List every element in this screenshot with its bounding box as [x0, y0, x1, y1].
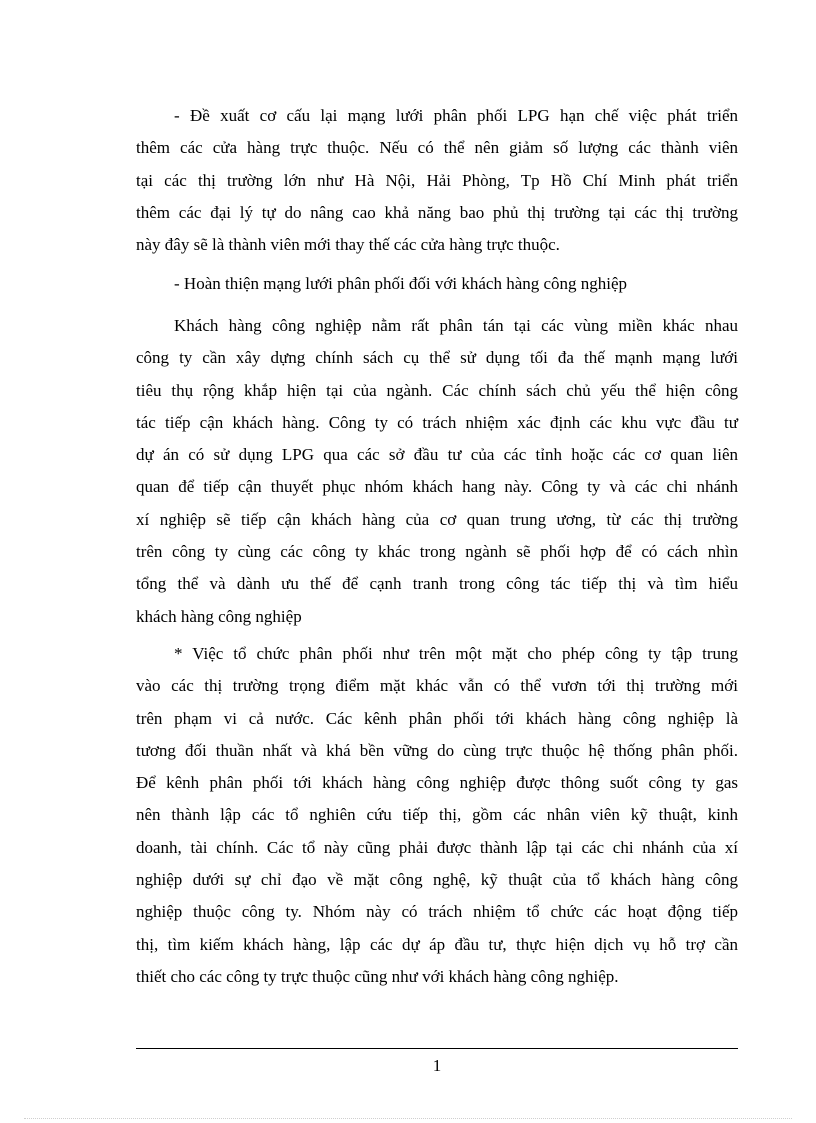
page-number: 1	[432, 1056, 442, 1075]
paragraph-industrial-customers	[136, 310, 738, 633]
text-line: * Việc tổ chức phân phối như trên một mặt cho phép công ty tập trung	[174, 644, 738, 663]
text-line: xí nghiệp sẽ tiếp cận khách hàng của cơ quan trung ương, từ các thị trường	[136, 509, 738, 529]
paragraph-lpg-network-proposal	[136, 100, 738, 261]
text-line: Khách hàng công nghiệp nằm rất phân tán tại các vùng miền khác nhau	[174, 316, 738, 335]
text-line: tổng thể và dành ưu thế để cạnh tranh trong công tác tiếp thị và tìm hiểu	[136, 574, 738, 594]
text-line: tại các thị trường lớn như Hà Nội, Hải Phòng, Tp Hồ Chí Minh phát triển	[136, 170, 738, 190]
text-line: dự án có sử dụng LPG qua các sở đầu tư của các tỉnh hoặc các cơ quan liên	[136, 445, 738, 465]
text-line: quan để tiếp cận thuyết phục nhóm khách hang này. Công ty và các chi nhánh	[136, 477, 738, 497]
text-line: trên công ty cùng các công ty khác trong ngành sẽ phối hợp để có cách nhìn	[136, 542, 738, 562]
text-line: Để kênh phân phối tới khách hàng công nghiệp được thông suốt công ty gas	[136, 773, 738, 793]
text-line: thiết cho các công ty trực thuộc cũng như với khách hàng công nghiệp.	[136, 966, 619, 986]
text-line: này đây sẽ là thành viên mới thay thế các cửa hàng trực thuộc.	[136, 235, 560, 255]
text-line: thị, tìm kiếm khách hàng, lập các dự áp đầu tư, thực hiện dịch vụ hỗ trợ cần	[136, 934, 738, 954]
text-line: nghiệp thuộc công ty. Nhóm này có trách nhiệm tổ chức các hoạt động tiếp	[136, 902, 738, 922]
text-line: nghiệp dưới sự chỉ đạo về mặt công nghệ, kỹ thuật của tổ khách hàng công	[136, 870, 738, 890]
text-line: nên thành lập các tổ nghiên cứu tiếp thị, gồm các nhân viên kỹ thuật, kinh	[136, 805, 738, 825]
footer-divider	[136, 1048, 738, 1049]
text-line: doanh, tài chính. Các tổ này cũng phải được thành lập tại các chi nhánh của xí	[136, 837, 738, 857]
text-line: tác tiếp cận khách hàng. Công ty có trách nhiệm xác định các khu vực đầu tư	[136, 412, 738, 432]
paragraph-industrial-network-heading: - Hoàn thiện mạng lưới phân phối đối với khách hàng công nghiệp	[174, 274, 628, 293]
paragraph-distribution-organization	[136, 638, 738, 993]
text-line: vào các thị trường trọng điểm mặt khác vẫn có thể vươn tới thị trường mới	[136, 676, 738, 696]
text-line: - Đề xuất cơ cấu lại mạng lưới phân phối LPG hạn chế việc phát triển	[174, 106, 738, 125]
page-edge-divider	[24, 1118, 792, 1119]
text-line: trên phạm vi cả nước. Các kênh phân phối tới khách hàng công nghiệp là	[136, 708, 738, 728]
text-line: thêm các đại lý tự do nâng cao khả năng bao phủ thị trường tại các thị trường	[136, 202, 738, 222]
text-line: công ty cần xây dựng chính sách cụ thể sử dụng tối đa thế mạnh mạng lưới	[136, 348, 738, 368]
text-line: tiêu thụ rộng khắp hiện tại của ngành. Các chính sách chủ yếu thể hiện công	[136, 380, 738, 400]
text-line: tương đối thuần nhất và khá bền vững do cùng trực thuộc hệ thống phân phối.	[136, 740, 738, 760]
text-line: thêm các cửa hàng trực thuộc. Nếu có thể nên giảm số lượng các thành viên	[136, 138, 738, 158]
text-line: khách hàng công nghiệp	[136, 606, 302, 626]
